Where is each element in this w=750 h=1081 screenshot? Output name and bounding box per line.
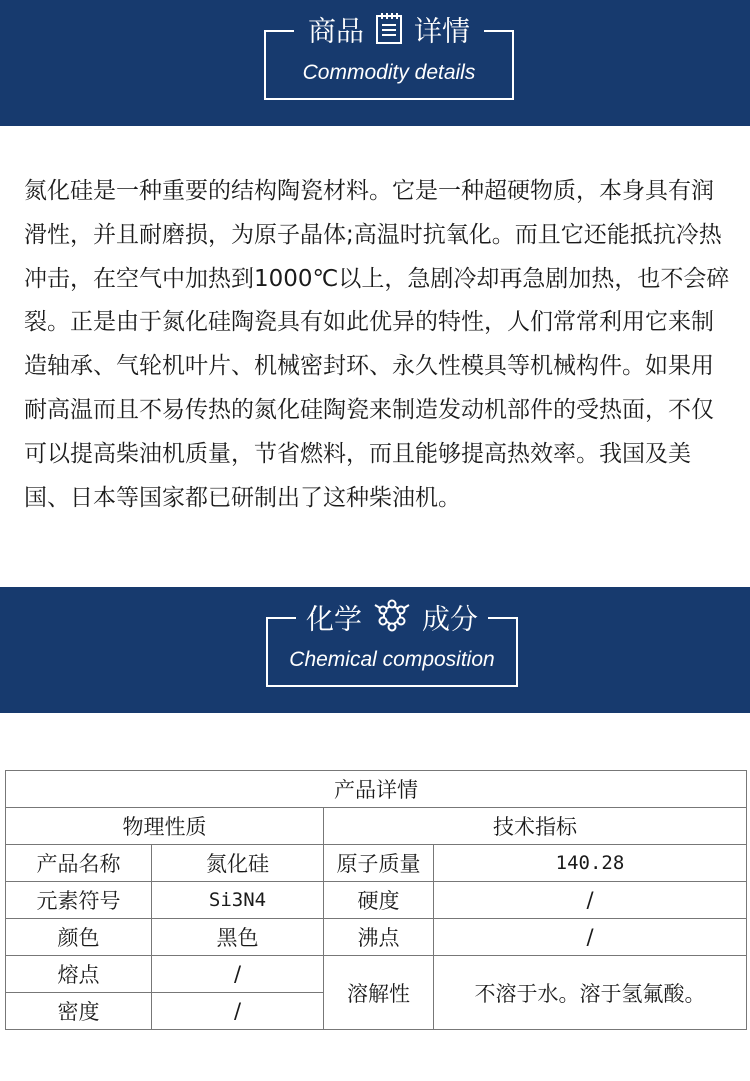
notepad-icon bbox=[374, 12, 404, 53]
group-technical-specs: 技术指标 bbox=[324, 808, 747, 845]
intro-paragraph: 氮化硅是一种重要的结构陶瓷材料。它是一种超硬物质，本身具有润滑性，并且耐磨损，为原子晶体;高温时抗氧化。而且它还能抵抗冷热冲击，在空气中加热到1000℃以上，急剧冷却再急剧加热，也不会碎裂。正是由于氮化硅陶瓷具有如此优异的特性，人们常常利用它来制造轴承、气轮机叶片、机械密封环、永久性模具等机械构件。如果用耐高温而且不易传热的氮化硅陶瓷来制造发动机部件的受热面，不仅可以提高柴油机质量，节省燃料，而且能够提高热效率。我国及美国、日本等国家都已研制出了这种柴油机。 bbox=[24, 178, 730, 511]
cell-value: / bbox=[434, 882, 747, 919]
cell-value: / bbox=[434, 919, 747, 956]
table-row bbox=[6, 956, 747, 993]
cell-label: 溶解性 bbox=[324, 956, 434, 1030]
cell-label: 密度 bbox=[6, 993, 152, 1030]
cell-value: 不溶于水。溶于氢氟酸。 bbox=[434, 956, 747, 1030]
cell-value: / bbox=[152, 993, 324, 1030]
table-row bbox=[6, 919, 747, 956]
cell-label: 硬度 bbox=[324, 882, 434, 919]
cell-label: 元素符号 bbox=[6, 882, 152, 919]
cell-value: 黑色 bbox=[152, 919, 324, 956]
table-row bbox=[6, 771, 747, 808]
title-left: 化学 bbox=[305, 602, 362, 636]
cell-label: 颜色 bbox=[6, 919, 152, 956]
product-spec-table bbox=[5, 770, 747, 1030]
title-right: 成分 bbox=[422, 602, 479, 636]
cell-value: / bbox=[152, 956, 324, 993]
cell-label: 产品名称 bbox=[6, 845, 152, 882]
title-right: 详情 bbox=[414, 14, 471, 48]
title-frame bbox=[264, 14, 514, 100]
cell-value: 氮化硅 bbox=[152, 845, 324, 882]
section-subtitle: Commodity details bbox=[302, 61, 476, 84]
cell-label: 沸点 bbox=[324, 919, 434, 956]
table-row bbox=[6, 845, 747, 882]
commodity-details-banner bbox=[0, 0, 750, 126]
title-left: 商品 bbox=[307, 14, 364, 48]
molecule-icon bbox=[372, 599, 412, 642]
chemical-composition-banner bbox=[0, 587, 750, 713]
cell-label: 原子质量 bbox=[324, 845, 434, 882]
title-frame bbox=[266, 602, 518, 687]
table-row bbox=[6, 882, 747, 919]
table-caption: 产品详情 bbox=[6, 771, 747, 808]
section-title bbox=[266, 12, 512, 53]
section-title bbox=[268, 599, 516, 642]
group-physical-properties: 物理性质 bbox=[6, 808, 324, 845]
cell-value: Si3N4 bbox=[152, 882, 324, 919]
section-subtitle: Chemical composition bbox=[289, 648, 495, 671]
cell-label: 熔点 bbox=[6, 956, 152, 993]
table-row bbox=[6, 808, 747, 845]
cell-value: 140.28 bbox=[434, 845, 747, 882]
